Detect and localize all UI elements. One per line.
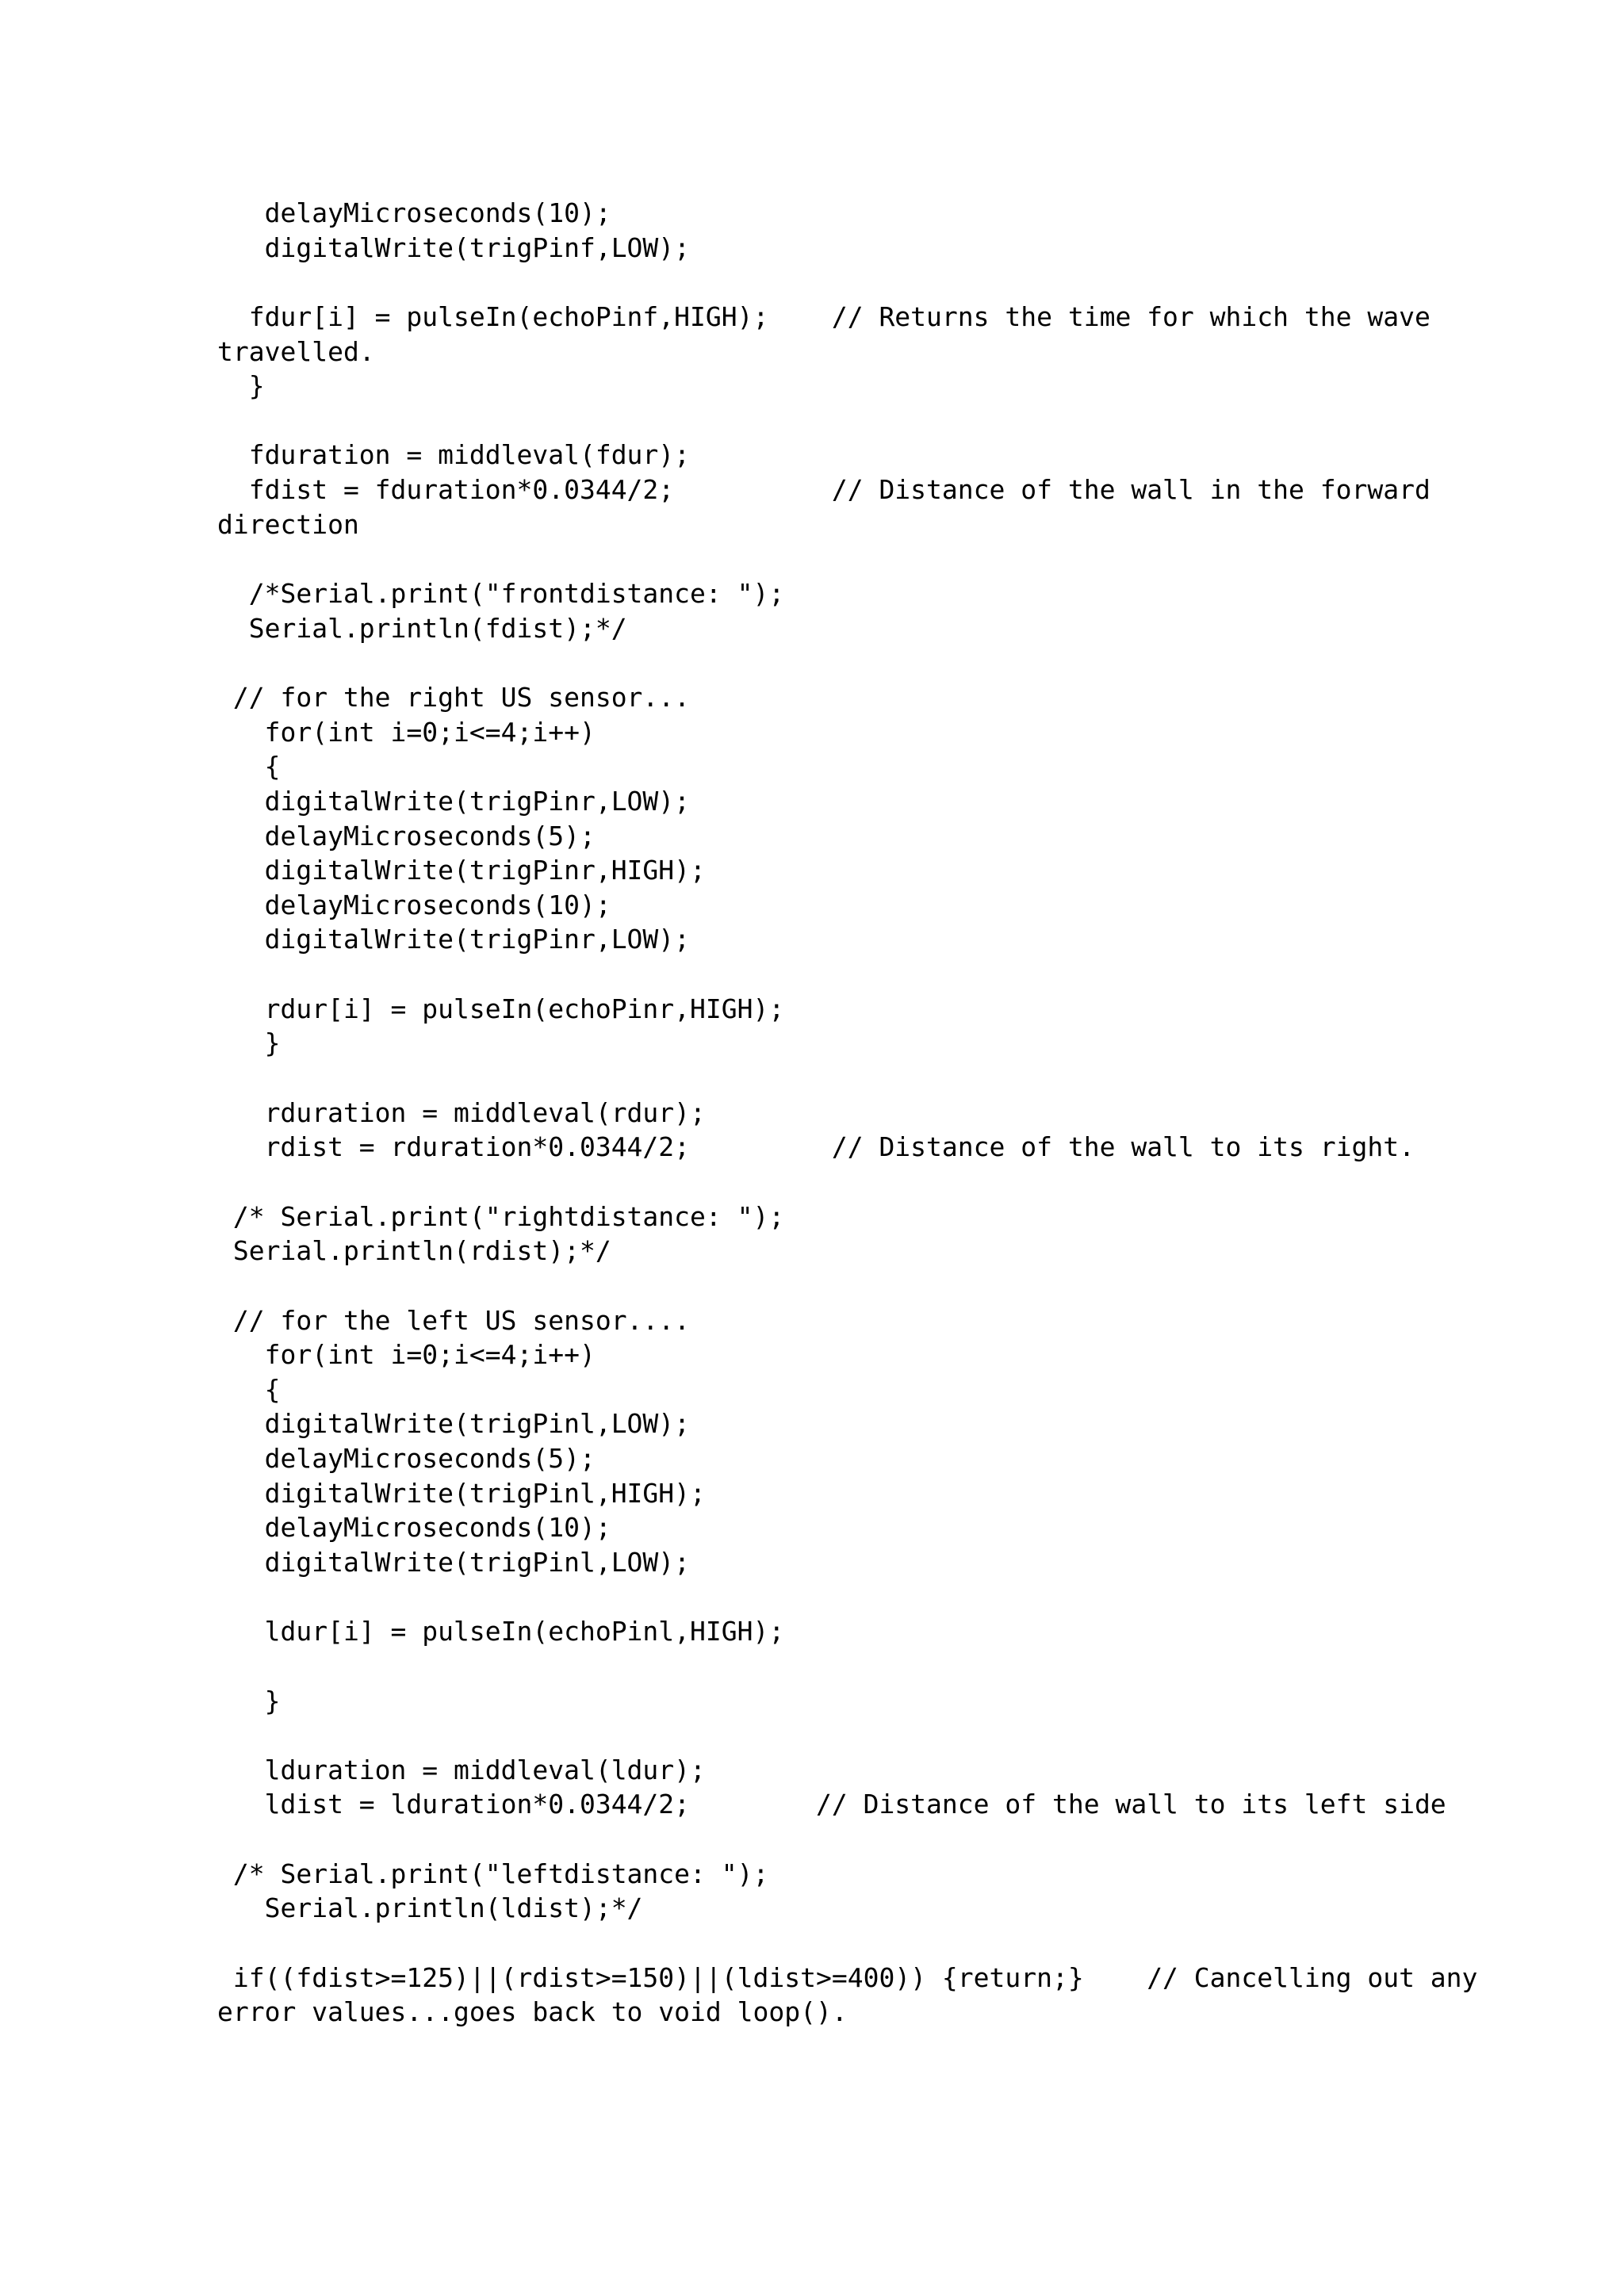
- code-line: rduration = middleval(rdur);: [217, 1096, 706, 1128]
- code-line: /* Serial.print("rightdistance: ");: [217, 1200, 785, 1232]
- code-line: }: [217, 370, 265, 402]
- code-line: lduration = middleval(ldur);: [217, 1754, 706, 1785]
- code-line: for(int i=0;i<=4;i++): [217, 1339, 596, 1371]
- code-line: [217, 1580, 1486, 1615]
- code-line: {: [217, 751, 281, 783]
- code-line: direction: [217, 508, 359, 540]
- code-line: fduration = middleval(fdur);: [217, 439, 691, 471]
- code-line: rdist = rduration*0.0344/2; // Distance of the wall to its right.: [217, 1131, 1415, 1163]
- code-line: [217, 1718, 1486, 1753]
- code-line: if((fdist>=125)||(rdist>=150)||(ldist>=400)) {return;} // Cancelling out any: [217, 1961, 1478, 1993]
- code-line: fdur[i] = pulseIn(echoPinf,HIGH); // Returns the time for which the wave: [217, 300, 1431, 332]
- code-line: digitalWrite(trigPinr,LOW);: [217, 785, 691, 817]
- code-line: rdur[i] = pulseIn(echoPinr,HIGH);: [217, 993, 785, 1024]
- code-line: for(int i=0;i<=4;i++): [217, 716, 596, 748]
- code-line: // for the left US sensor....: [217, 1304, 691, 1336]
- code-line: travelled.: [217, 335, 375, 367]
- code-listing: [217, 196, 1486, 2030]
- code-line: delayMicroseconds(10);: [217, 889, 611, 920]
- code-line: [217, 1061, 1486, 1096]
- code-line: digitalWrite(trigPinl,LOW);: [217, 1546, 691, 1578]
- code-line: ldur[i] = pulseIn(echoPinl,HIGH);: [217, 1616, 785, 1647]
- code-line: delayMicroseconds(10);: [217, 197, 611, 228]
- code-line: delayMicroseconds(10);: [217, 1512, 611, 1544]
- code-line: [217, 1649, 1486, 1684]
- code-line: /* Serial.print("leftdistance: ");: [217, 1858, 769, 1889]
- code-line: Serial.println(fdist);*/: [217, 612, 627, 644]
- code-line: ldist = lduration*0.0344/2; // Distance of the wall to its left side: [217, 1789, 1446, 1820]
- code-line: digitalWrite(trigPinr,LOW);: [217, 924, 691, 955]
- code-line: delayMicroseconds(5);: [217, 820, 596, 851]
- code-line: [217, 541, 1486, 576]
- code-line: delayMicroseconds(5);: [217, 1443, 596, 1475]
- code-line: fdist = fduration*0.0344/2; // Distance of the wall in the forward: [217, 474, 1431, 506]
- code-line: }: [217, 1685, 281, 1716]
- code-line: [217, 957, 1486, 992]
- code-line: {: [217, 1373, 281, 1405]
- code-line: [217, 1926, 1486, 1961]
- code-line: digitalWrite(trigPinf,LOW);: [217, 232, 691, 263]
- code-line: error values...goes back to void loop().: [217, 1996, 848, 2028]
- code-line: Serial.println(rdist);*/: [217, 1235, 611, 1267]
- code-line: // for the right US sensor...: [217, 681, 691, 713]
- code-line: digitalWrite(trigPinr,HIGH);: [217, 855, 706, 886]
- code-line: Serial.println(ldist);*/: [217, 1892, 643, 1924]
- code-line: [217, 404, 1486, 438]
- code-line: digitalWrite(trigPinl,HIGH);: [217, 1477, 706, 1509]
- code-line: [217, 1269, 1486, 1303]
- code-line: [217, 265, 1486, 300]
- code-line: }: [217, 1027, 281, 1059]
- code-line: /*Serial.print("frontdistance: ");: [217, 578, 785, 610]
- code-line: digitalWrite(trigPinl,LOW);: [217, 1408, 691, 1440]
- code-line: [217, 1822, 1486, 1857]
- code-line: [217, 1165, 1486, 1200]
- code-line: [217, 645, 1486, 680]
